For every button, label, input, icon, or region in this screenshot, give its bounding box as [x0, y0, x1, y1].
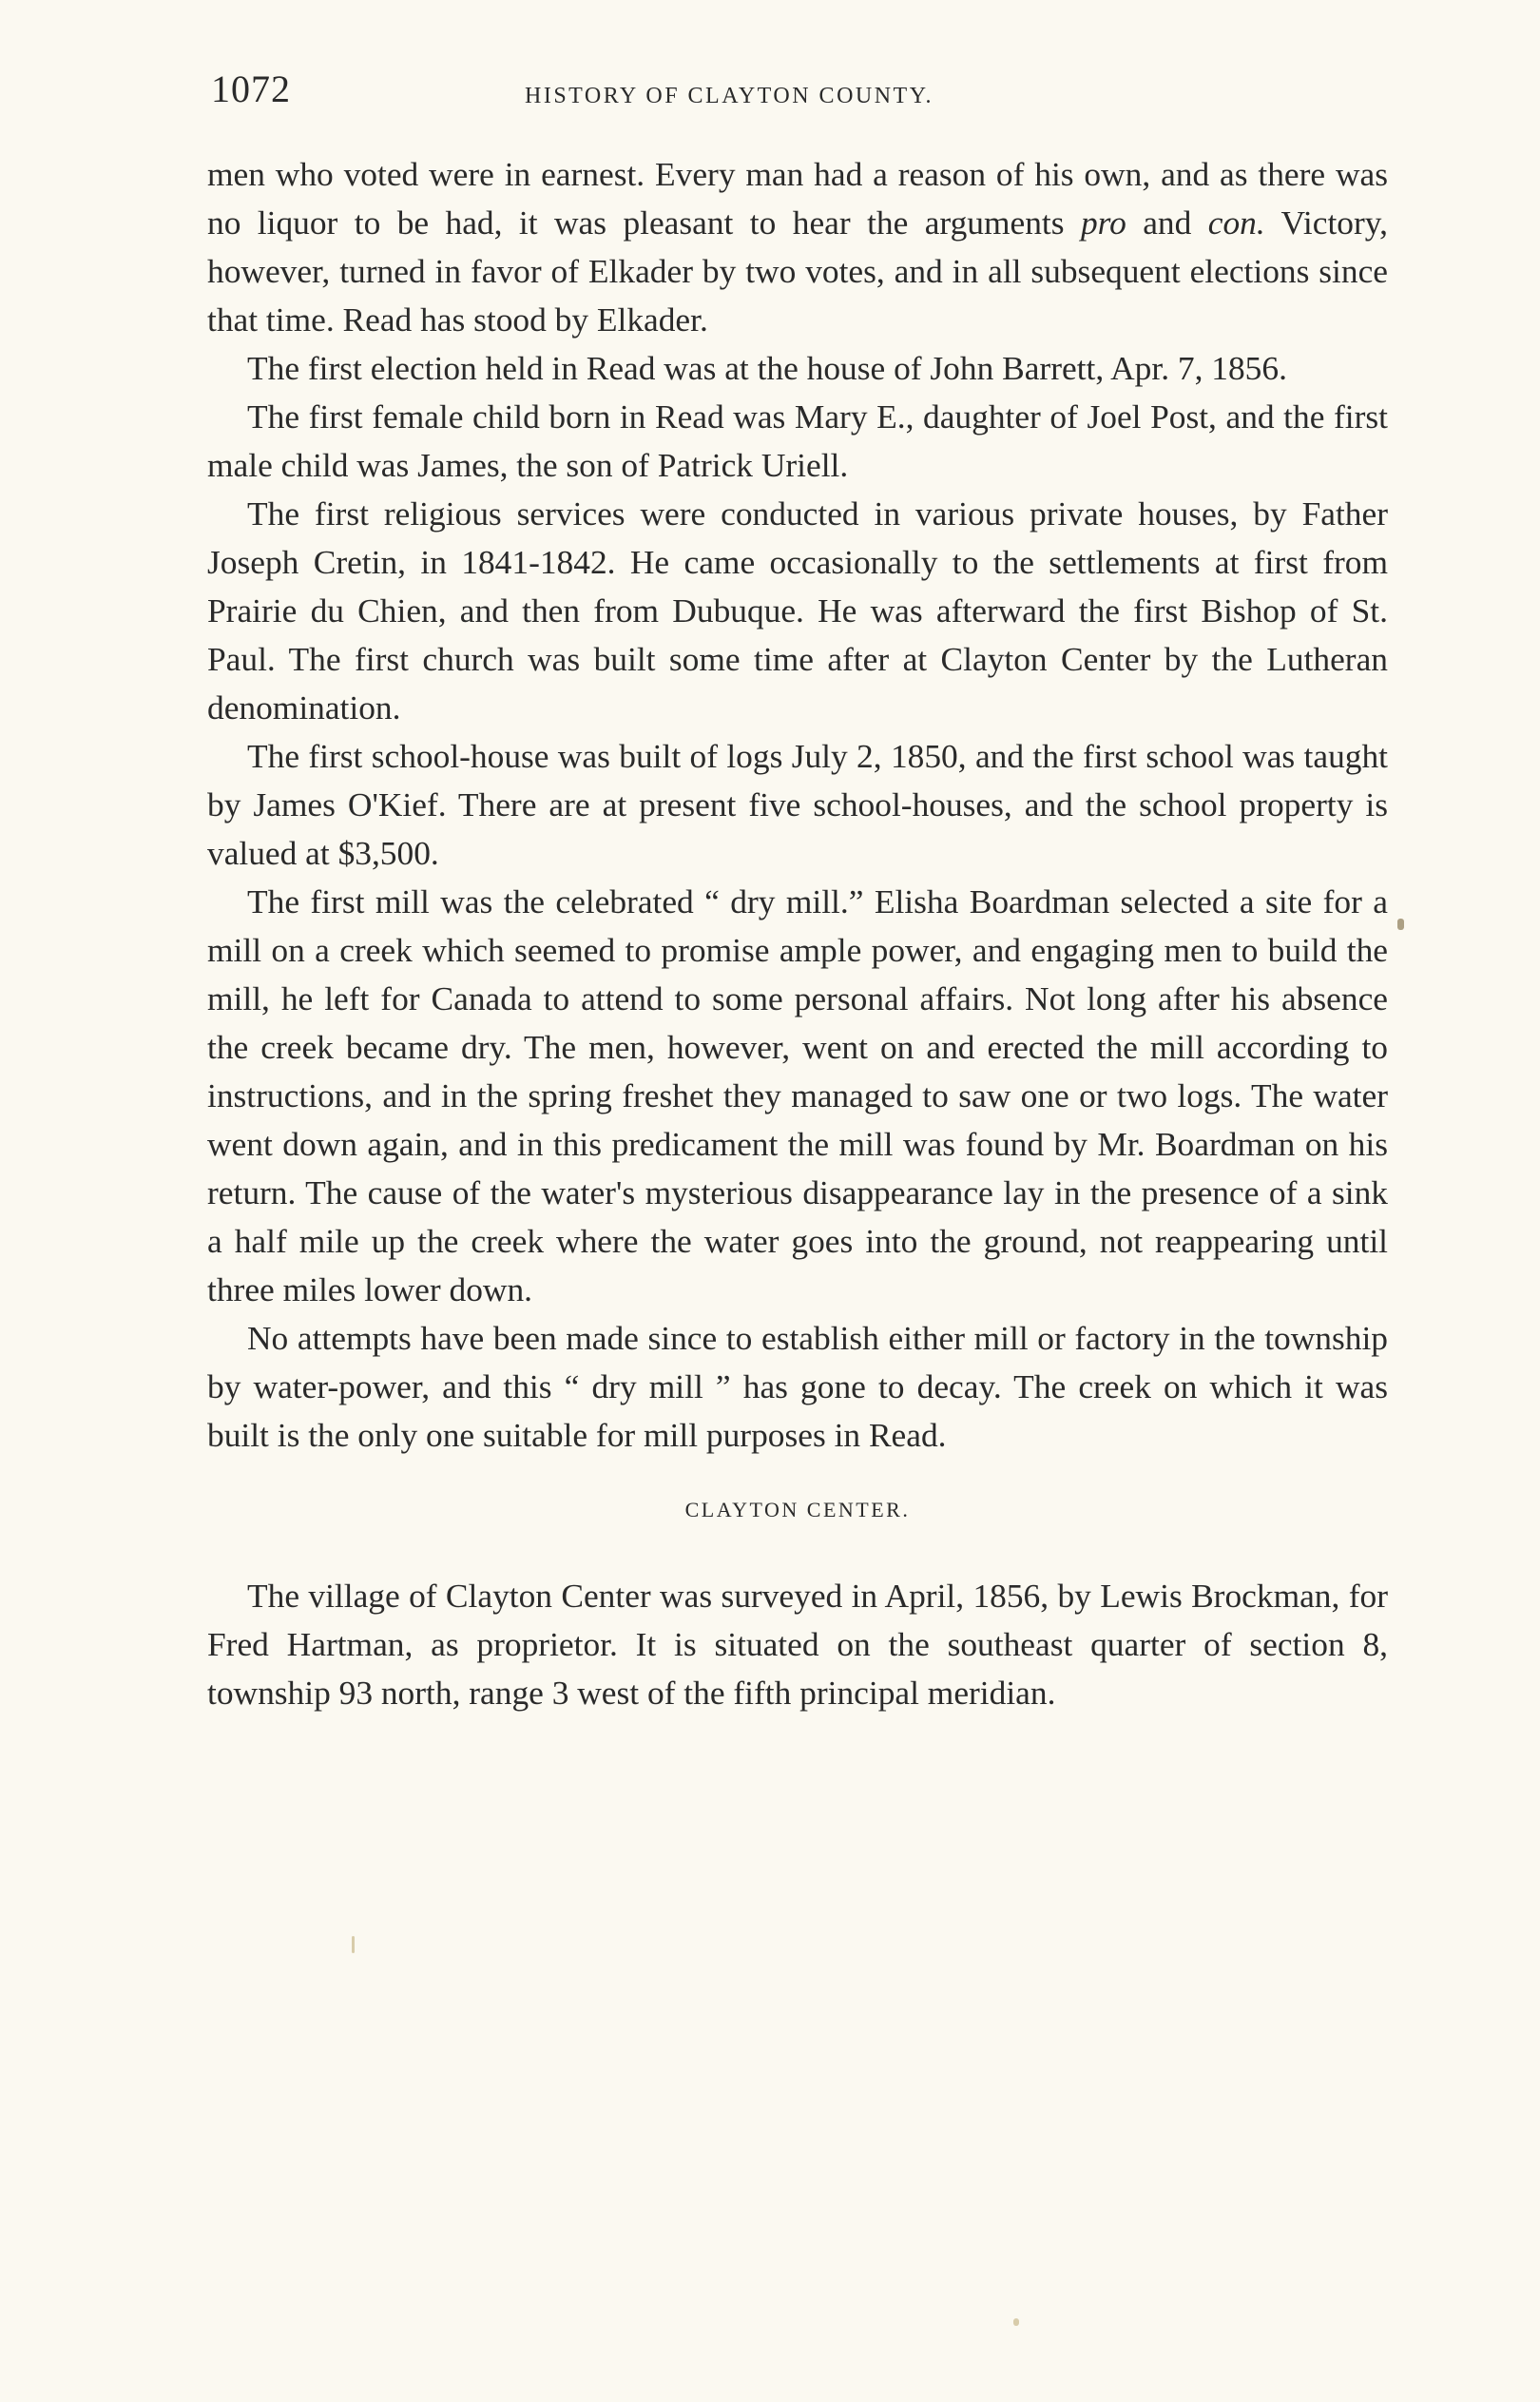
ink-speck [1397, 919, 1404, 930]
running-title: HISTORY OF CLAYTON COUNTY. [525, 84, 934, 108]
paragraph-text: Victory, however, turned in favor of Elkader by two votes, and in all subsequent elections since that time. Read has stood by Elkader. [207, 203, 1388, 339]
paragraph-first-election: The first election held in Read was at the house of John Barrett, Apr. 7, 1856. [247, 349, 1287, 387]
paragraph-text: and [1126, 203, 1208, 242]
paragraph-dry-mill: The first mill was the celebrated “ dry mill.” Elisha Boardman selected a site for a mill on a creek which seemed to promise ample power, and engaging men to build the mill, he left for Canada to attend to some personal affairs. Not long after his absence the creek became dry. The men, however, went on and erected the mill according to instructions, and in the spring freshet they managed to saw one or two logs. The water went down again, and in this predicament the mill was found by Mr. Boardman on his return. The cause of the water's mysterious disappearance lay in the presence of a sink a half mile up the creek where the water goes into the ground, not reappearing until three miles lower down. [207, 882, 1388, 1308]
paragraph-text: men who voted were in earnest. Every man had a reason of his own, and as there was no liquor to be had, it was pleasant to hear the arguments [207, 155, 1388, 242]
ink-speck [352, 1936, 355, 1953]
italic-con: con. [1207, 203, 1265, 242]
paragraph-mill-decay: No attempts have been made since to establish either mill or factory in the township by water-power, and this “ dry mill ” has gone to decay. The creek on which it was built is the only one suitable for mill purposes in Read. [207, 1319, 1388, 1454]
ink-speck [1013, 2318, 1019, 2326]
italic-pro: pro [1080, 203, 1126, 242]
paragraph-religious-services: The first religious services were conducted in various private houses, by Father Joseph Cretin, in 1841-1842. He came occasionally to the settlements at first from Prairie du Chien, and then from Dubuque. He was afterward the first Bishop of St. Paul. The first church was built some time after at Clayton Center by the Lutheran denomination. [207, 494, 1388, 726]
body-text [207, 150, 1388, 1717]
paragraph-election-continued [207, 150, 1388, 344]
section-heading-clayton-center: CLAYTON CENTER. [684, 1498, 911, 1521]
paragraph-clayton-center-survey: The village of Clayton Center was surveyed in April, 1856, by Lewis Brockman, for Fred Hartman, as proprietor. It is situated on the southeast quarter of section 8, township 93 north, range 3 west of the fifth principal meridian. [207, 1577, 1388, 1712]
paragraph-school-house: The first school-house was built of logs July 2, 1850, and the first school was taught by James O'Kief. There are at present five school-houses, and the school property is valued at $3,500. [207, 737, 1388, 872]
paragraph-first-children: The first female child born in Read was Mary E., daughter of Joel Post, and the first male child was James, the son of Patrick Uriell. [207, 397, 1388, 484]
page-number: 1072 [211, 68, 291, 110]
running-head [211, 67, 1390, 124]
